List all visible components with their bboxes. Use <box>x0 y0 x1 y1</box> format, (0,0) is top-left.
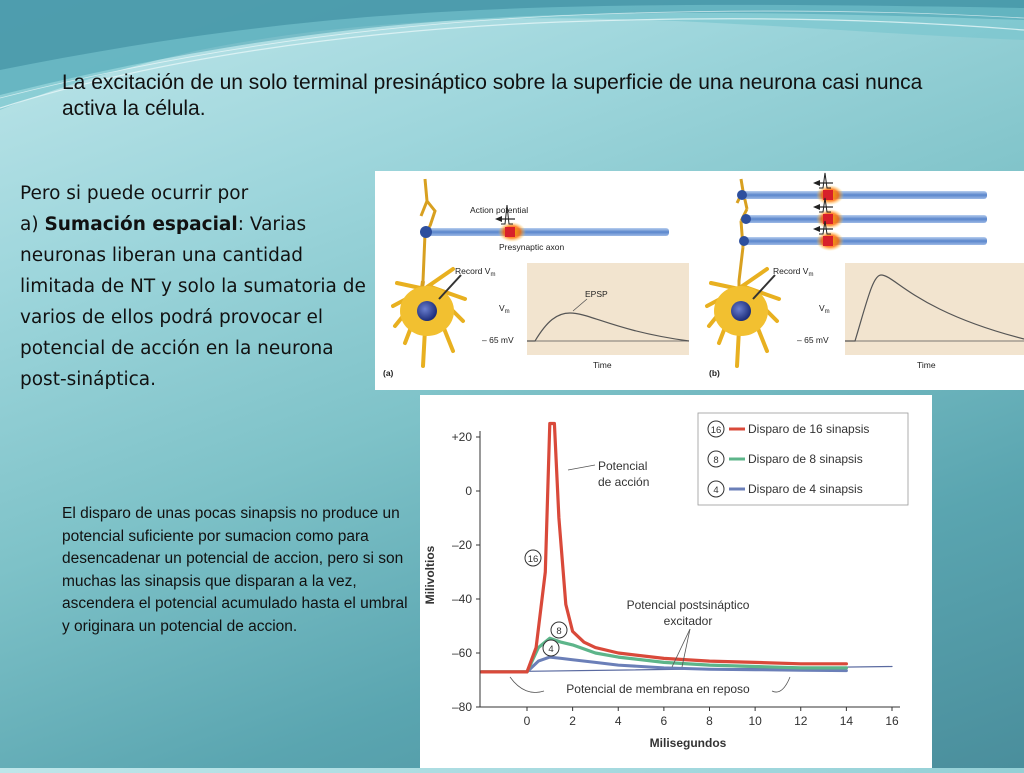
svg-text:Potencial postsináptico: Potencial postsináptico <box>626 598 750 612</box>
left-text-bold-term: Sumación espacial <box>44 214 238 235</box>
x-tick-label: 2 <box>569 714 576 728</box>
time-label-a: Time <box>593 360 612 370</box>
y-tick-label: 0 <box>465 484 472 498</box>
marker-16 <box>525 550 541 566</box>
left-text-line1: Pero si puede ocurrir por <box>20 183 249 204</box>
svg-text:16: 16 <box>527 554 539 565</box>
svg-text:Potencial de membrana en repos: Potencial de membrana en reposo <box>566 682 750 696</box>
x-axis-label: Milisegundos <box>649 736 727 750</box>
vm-label-a: $V_m$ <box>499 303 510 315</box>
summation-chart <box>420 395 932 768</box>
svg-text:Disparo de 16 sinapsis: Disparo de 16 sinapsis <box>748 422 870 436</box>
x-tick-label: 4 <box>614 714 622 728</box>
panel-b <box>707 173 1024 378</box>
action-potential-label: Action potential <box>470 205 529 215</box>
left-text-rest: : Varias neuronas liberan una cantidad limitada de NT y solo la sumatoria de varios de ellos podrá provocar el potencial de acción en la neurona post-sináptica. <box>20 214 366 390</box>
x-tick-label: 12 <box>794 714 808 728</box>
svg-text:4: 4 <box>713 485 719 496</box>
slide-heading: La excitación de un solo terminal presináptico sobre la superficie de una neurona casi nunca activa la célula. <box>62 71 923 120</box>
presynaptic-axon-a <box>427 228 669 236</box>
y-tick-label: –60 <box>451 646 472 660</box>
svg-text:4: 4 <box>548 644 554 655</box>
baseline-label-b: – 65 mV <box>797 335 829 345</box>
panel-a <box>383 179 689 378</box>
y-tick-label: –80 <box>451 700 472 714</box>
vm-label-b: $V_m$ <box>819 303 830 315</box>
svg-text:Potencial: Potencial <box>598 459 648 473</box>
record-label-b: Record $V_m$ <box>773 266 814 278</box>
presynaptic-axon-b1 <box>737 173 987 205</box>
time-label-b: Time <box>917 360 936 370</box>
x-tick-label: 0 <box>523 714 531 728</box>
x-tick-label: 6 <box>660 714 668 728</box>
svg-text:excitador: excitador <box>663 614 713 628</box>
svg-text:8: 8 <box>713 455 719 466</box>
x-tick-label: 10 <box>748 714 762 728</box>
left-text-prefix: a) <box>20 214 45 235</box>
baseline-label-a: – 65 mV <box>482 335 514 345</box>
y-axis-label: Milivoltios <box>423 545 437 605</box>
presynaptic-axon-b2 <box>741 198 987 229</box>
chart-legend <box>698 413 908 505</box>
spatial-summation-figure <box>375 171 1024 390</box>
panel-label-a: (a) <box>383 368 394 378</box>
marker-8 <box>551 622 567 638</box>
y-tick-label: –20 <box>451 538 472 552</box>
epsp-label: EPSP <box>585 289 608 299</box>
record-label-a: Record $V_m$ <box>455 266 496 278</box>
svg-text:8: 8 <box>556 626 562 637</box>
x-tick-label: 16 <box>885 714 899 728</box>
spatial-summation-text <box>20 178 380 395</box>
marker-4 <box>543 640 559 656</box>
presynaptic-axon-label: Presynaptic axon <box>499 242 565 252</box>
annotation-resting <box>510 677 790 696</box>
presynaptic-axon-b3 <box>739 221 987 251</box>
svg-text:16: 16 <box>710 425 722 436</box>
y-tick-label: –40 <box>451 592 472 606</box>
svg-text:Disparo de 4 sinapsis: Disparo de 4 sinapsis <box>748 482 863 496</box>
x-tick-label: 8 <box>706 714 713 728</box>
svg-text:Disparo de 8 sinapsis: Disparo de 8 sinapsis <box>748 452 863 466</box>
y-tick-label: +20 <box>451 430 472 444</box>
explanation-text: El disparo de unas pocas sinapsis no produce un potencial suficiente por sumacion como para desencadenar un potencial de accion, pero si son muchas las sinapsis que disparan a la vez, ascendera el potencial acumulado hasta el umbral y originara un potencial de accion. <box>62 505 408 635</box>
annotation-action-potential <box>568 459 649 489</box>
svg-text:de acción: de acción <box>598 475 650 489</box>
x-tick-label: 14 <box>839 714 854 728</box>
panel-label-b: (b) <box>709 368 720 378</box>
